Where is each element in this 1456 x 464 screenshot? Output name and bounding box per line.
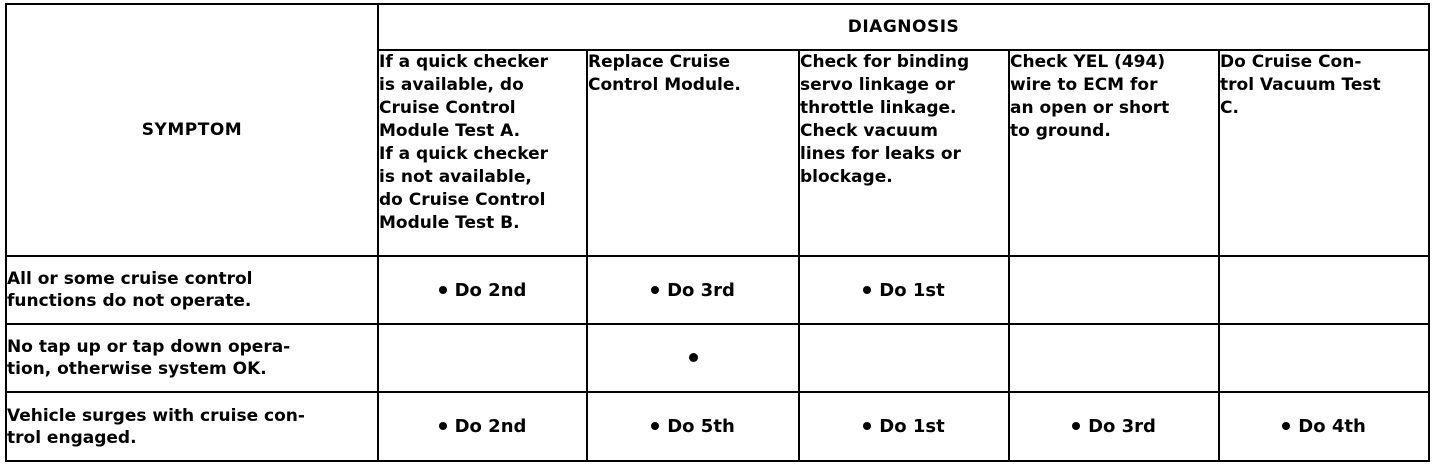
bullet-icon: [651, 286, 659, 294]
bullet-icon: [651, 422, 659, 430]
column-text-line: Cruise Control: [379, 98, 516, 118]
bullet-icon: [439, 422, 447, 430]
diagnosis-cell: [799, 256, 1009, 324]
column-text-line: is not available,: [379, 167, 532, 187]
bullet-icon: [1282, 422, 1290, 430]
diagnosis-column-3: [799, 50, 1009, 256]
bullet-icon: [689, 353, 698, 362]
column-text-line: is available, do: [379, 75, 524, 95]
bullet-icon: [1072, 422, 1080, 430]
step-label: Do 3rd: [1088, 416, 1156, 437]
symptom-header: SYMPTOM: [6, 4, 378, 256]
step-label: Do 1st: [879, 416, 945, 437]
column-text-line: Check for binding: [800, 52, 970, 72]
symptom-text-line: Vehicle surges with cruise con-: [7, 405, 305, 426]
column-text-line: Do Cruise Con-: [1220, 52, 1362, 72]
column-text-line: lines for leaks or: [800, 144, 961, 164]
diagnosis-cell: [799, 392, 1009, 461]
bullet-icon: [863, 422, 871, 430]
diagnosis-column-5: [1219, 50, 1429, 256]
diagnosis-cell: [378, 256, 587, 324]
symptom-text-line: All or some cruise control: [7, 269, 253, 289]
symptom-text-line: tion, otherwise system OK.: [7, 359, 267, 379]
bullet-icon: [439, 286, 447, 294]
diagnosis-cell: [587, 256, 799, 324]
diagnosis-header: DIAGNOSIS: [378, 4, 1429, 50]
diagnosis-cell: [799, 324, 1009, 392]
step-label: Do 2nd: [454, 279, 527, 301]
column-text-line: do Cruise Control: [379, 190, 546, 210]
column-text-line: Check vacuum: [800, 121, 938, 141]
column-text-line: Module Test A.: [379, 121, 521, 141]
diagnosis-cell: [1009, 392, 1219, 461]
table-row: [6, 392, 1429, 461]
step-label: Do 3rd: [667, 279, 735, 301]
diagnosis-cell: [378, 324, 587, 392]
step-label: Do 4th: [1298, 416, 1366, 437]
step-label: Do 2nd: [454, 416, 527, 437]
diagnosis-cell: [1219, 392, 1429, 461]
diagnosis-table: [5, 3, 1430, 462]
column-text-line: Replace Cruise: [588, 52, 731, 72]
diagnosis-column-2: [587, 50, 799, 256]
step-label: Do 5th: [667, 416, 735, 437]
table-row: [6, 324, 1429, 392]
symptom-text-line: No tap up or tap down opera-: [7, 337, 291, 357]
column-text-line: Check YEL (494): [1010, 52, 1166, 72]
table-row: [6, 256, 1429, 324]
column-text-line: throttle linkage.: [800, 98, 957, 118]
column-text-line: If a quick checker: [379, 52, 548, 72]
diagnosis-cell: [378, 392, 587, 461]
column-text-line: blockage.: [800, 167, 893, 187]
column-text-line: servo linkage or: [800, 75, 955, 95]
column-text-line: an open or short: [1010, 98, 1170, 118]
symptom-cell: [6, 324, 378, 392]
diagnosis-cell: [587, 392, 799, 461]
diagnosis-cell: [1009, 324, 1219, 392]
column-text-line: trol Vacuum Test: [1220, 75, 1381, 95]
diagnosis-column-4: [1009, 50, 1219, 256]
diagnosis-column-1: [378, 50, 587, 256]
diagnosis-cell: [1219, 324, 1429, 392]
column-text-line: If a quick checker: [379, 144, 548, 164]
column-text-line: to ground.: [1010, 121, 1111, 141]
diagnosis-cell: [1009, 256, 1219, 324]
step-label: Do 1st: [879, 279, 945, 301]
diagnosis-cell: [587, 324, 799, 392]
column-text-line: Module Test B.: [379, 213, 520, 233]
symptom-text-line: functions do not operate.: [7, 291, 252, 311]
symptom-cell: [6, 256, 378, 324]
symptom-text-line: trol engaged.: [7, 427, 137, 448]
bullet-icon: [863, 286, 871, 294]
symptom-cell: [6, 392, 378, 461]
column-text-line: wire to ECM for: [1010, 75, 1158, 95]
column-text-line: Control Module.: [588, 75, 741, 95]
column-text-line: C.: [1220, 98, 1239, 118]
diagnosis-cell: [1219, 256, 1429, 324]
